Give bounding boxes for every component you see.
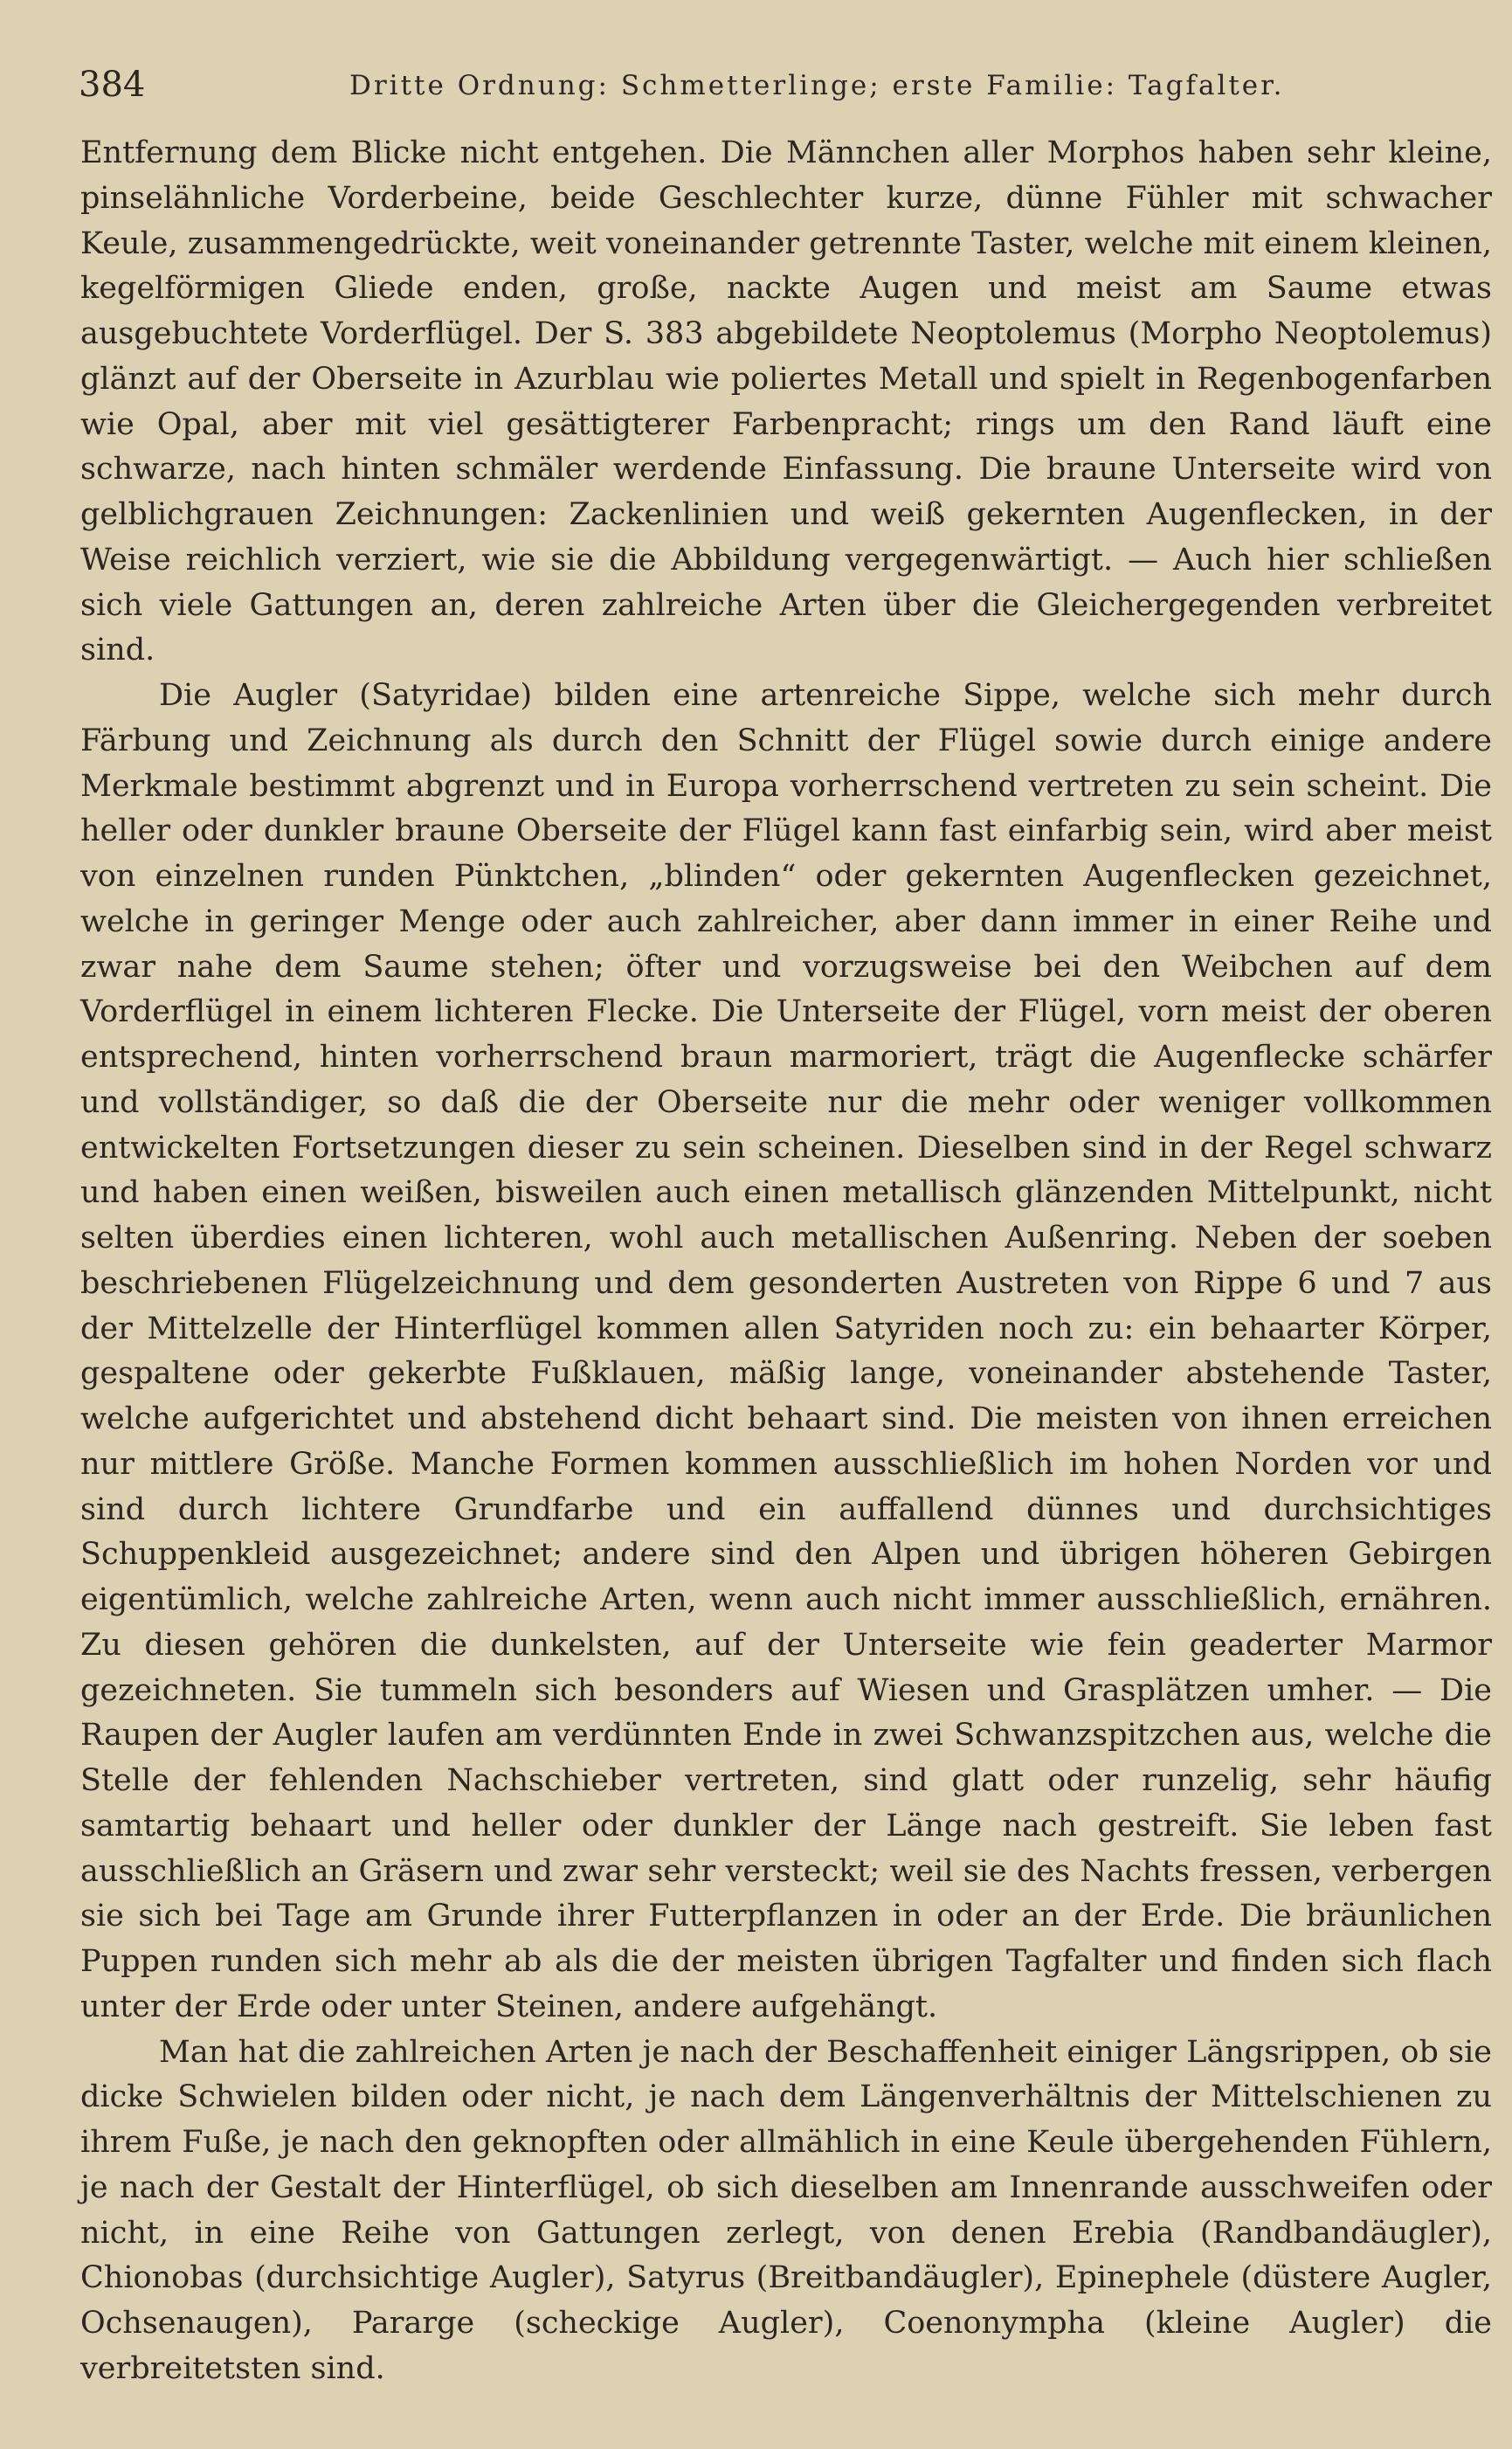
page-header xyxy=(79,61,1476,110)
paragraph: Entfernung dem Blicke nicht entgehen. Die Männchen aller Morphos haben sehr kleine, pinselähnliche Vorderbeine, beide Geschlechter kurze, dünne Fühler mit schwacher Keule, zusammengedrückte, weit voneinander getrennte Taster, welche mit einem kleinen, kegelförmigen Gliede enden, große, nackte Augen und meist am Saume etwas ausgebuchtete Vorderflügel. Der S. 383 abgebildete Neoptolemus (Morpho Neoptolemus) glänzt auf der Oberseite in Azurblau wie poliertes Metall und spielt in Regenbogenfarben wie Opal, aber mit viel gesättigterer Farbenpracht; rings um den Rand läuft eine schwarze, nach hinten schmäler werdende Einfassung. Die braune Unterseite wird von gelblichgrauen Zeichnungen: Zackenlinien und weiß gekernten Augenflecken, in der Weise reichlich verziert, wie sie die Abbildung vergegenwärtigt. — Auch hier schließen sich viele Gattungen an, deren zahlreiche Arten über die Gleichergegenden verbreitet sind. xyxy=(80,135,1492,668)
paragraph: Man hat die zahlreichen Arten je nach der Beschaffenheit einiger Längsrippen, ob sie dicke Schwielen bilden oder nicht, je nach dem Längenverhältnis der Mittelschienen zu ihrem Fuße, je nach den geknopften oder allmählich in eine Keule übergehenden Fühlern, je nach der Gestalt der Hinterflügel, ob sich dieselben am Innenrande ausschweifen oder nicht, in eine Reihe von Gattungen zerlegt, von denen Erebia (Randbandäugler), Chionobas (durchsichtige Augler), Satyrus (Breitbandäugler), Epinephele (düstere Augler, Ochsenaugen), Pararge (scheckige Augler), Coenonympha (kleine Augler) die verbreitetsten sind. xyxy=(80,2034,1492,2386)
body-text xyxy=(80,131,1492,2392)
page-number: 384 xyxy=(79,65,146,105)
running-title: Dritte Ordnung: Schmetterlinge; erste Familie: Tagfalter. xyxy=(349,70,1285,101)
paragraph: Die Augler (Satyridae) bilden eine artenreiche Sippe, welche sich mehr durch Färbung und Zeichnung als durch den Schnitt der Flügel sowie durch einige andere Merkmale bestimmt abgrenzt und in Europa vorherrschend vertreten zu sein scheint. Die heller oder dunkler braune Oberseite der Flügel kann fast einfarbig sein, wird aber meist von einzelnen runden Pünktchen, „blinden“ oder gekernten Augenflecken gezeichnet, welche in geringer Menge oder auch zahlreicher, aber dann immer in einer Reihe und zwar nahe dem Saume stehen; öfter und vorzugsweise bei den Weibchen auf dem Vorderflügel in einem lichteren Flecke. Die Unterseite der Flügel, vorn meist der oberen entsprechend, hinten vorherrschend braun marmoriert, trägt die Augenflecke schärfer und vollständiger, so daß die der Oberseite nur die mehr oder weniger vollkommen entwickelten Fortsetzungen dieser zu sein scheinen. Dieselben sind in der Regel schwarz und haben einen weißen, bisweilen auch einen metallisch glänzenden Mittelpunkt, nicht selten überdies einen lichteren, wohl auch metallischen Außenring. Neben der soeben beschriebenen Flügelzeichnung und dem gesonderten Austreten von Rippe 6 und 7 aus der Mittelzelle der Hinterflügel kommen allen Satyriden noch zu: ein behaarter Körper, gespaltene oder gekerbte Fußklauen, mäßig lange, voneinander abstehende Taster, welche aufgerichtet und abstehend dicht behaart sind. Die meisten von ihnen erreichen nur mittlere Größe. Manche Formen kommen ausschließlich im hohen Norden vor und sind durch lichtere Grundfarbe und ein auffallend dünnes und durchsichtiges Schuppenkleid ausgezeichnet; andere sind den Alpen und übrigen höheren Gebirgen eigentümlich, welche zahlreiche Arten, wenn auch nicht immer ausschließlich, ernähren. Zu diesen gehören die dunkelsten, auf der Unterseite wie fein geaderter Marmor gezeichneten. Sie tummeln sich besonders auf Wiesen und Grasplätzen umher. — Die Raupen der Augler laufen am verdünnten Ende in zwei Schwanzspitzchen aus, welche die Stelle der fehlenden Nachschieber vertreten, sind glatt oder runzelig, sehr häufig samtartig behaart und heller oder dunkler der Länge nach gestreift. Sie leben fast ausschließlich an Gräsern und zwar sehr versteckt; weil sie des Nachts fressen, verbergen sie sich bei Tage am Grunde ihrer Futterpflanzen in oder an der Erde. Die bräunlichen Puppen runden sich mehr ab als die der meisten übrigen Tagfalter und finden sich flach unter der Erde oder unter Steinen, andere aufgehängt. xyxy=(80,678,1492,2024)
